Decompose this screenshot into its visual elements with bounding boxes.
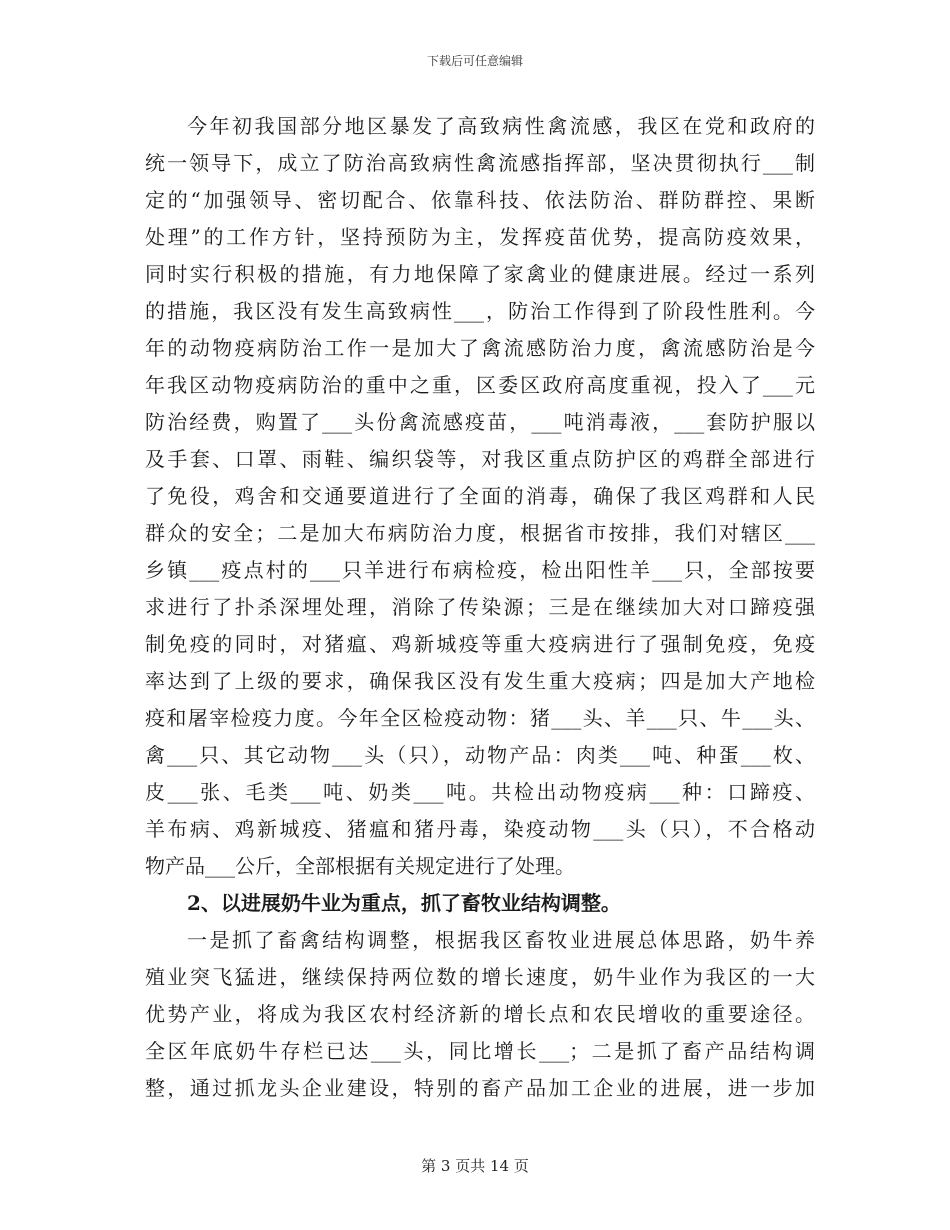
paragraph-line: 及手套、口罩、雨鞋、编织袋等，对我区重点防护区的鸡群全部进行 [145,447,815,471]
paragraph-line: 皮___张、毛类___吨、奶类___吨。共检出动物疫病___种：口蹄疫、 [145,780,815,804]
paragraph-line: 率达到了上级的要求，确保我区没有发生重大疫病；四是加大产地检 [145,669,815,693]
paragraph-line: 统一领导下，成立了防治高致病性禽流感指挥部，坚决贯彻执行___制 [145,151,815,175]
page-header: 下载后可任意编辑 [426,54,523,68]
paragraph-line: 定的“加强领导、密切配合、依靠科技、依法防治、群防群控、果断 [145,188,815,212]
paragraph-line: 物产品___公斤，全部根据有关规定进行了处理。 [145,854,575,878]
document-body [145,108,815,1107]
paragraph-line: 乡镇___疫点村的___只羊进行布病检疫，检出阳性羊___只，全部按要 [145,558,815,582]
paragraph-line: 一是抓了畜禽结构调整，根据我区畜牧业进展总体思路，奶牛养 [187,928,815,952]
paragraph-line: 防治经费，购置了___头份禽流感疫苗，___吨消毒液，___套防护服以 [145,410,815,434]
paragraph-line: 优势产业，将成为我区农村经济新的增长点和农民增收的重要途径。 [145,1002,815,1026]
paragraph-line: 疫和屠宰检疫力度。今年全区检疫动物：猪___头、羊___只、牛___头、 [145,706,815,730]
paragraph-line: 的措施，我区没有发生高致病性___，防治工作得到了阶段性胜利。今 [145,299,815,323]
paragraph-line: 年的动物疫病防治工作一是加大了禽流感防治力度，禽流感防治是今 [145,336,815,360]
paragraph-line: 了免役，鸡舍和交通要道进行了全面的消毒，确保了我区鸡群和人民 [145,484,815,508]
paragraph-line: 禽___只、其它动物___头（只），动物产品：肉类___吨、种蛋___枚、 [145,743,815,767]
paragraph-line: 今年初我国部分地区暴发了高致病性禽流感，我区在党和政府的 [187,114,815,138]
paragraph-line: 羊布病、鸡新城疫、猪瘟和猪丹毒，染疫动物___头（只），不合格动 [145,817,815,841]
section-heading: 2、以进展奶牛业为重点，抓了畜牧业结构调整。 [187,891,621,915]
paragraph-line: 同时实行积极的措施，有力地保障了家禽业的健康进展。经过一系列 [145,262,815,286]
paragraph-line: 制免疫的同时，对猪瘟、鸡新城疫等重大疫病进行了强制免疫，免疫 [145,632,815,656]
page-footer: 第 3 页共 14 页 [421,1157,529,1175]
paragraph-line: 整，通过抓龙头企业建设，特别的畜产品加工企业的进展，进一步加 [145,1076,815,1100]
paragraph-line: 处理”的工作方针，坚持预防为主，发挥疫苗优势，提高防疫效果， [145,225,815,249]
paragraph-line: 殖业突飞猛进，继续保持两位数的增长速度，奶牛业作为我区的一大 [145,965,815,989]
paragraph-line: 年我区动物疫病防治的重中之重，区委区政府高度重视，投入了___元 [145,373,815,397]
paragraph-line: 求进行了扑杀深埋处理，消除了传染源；三是在继续加大对口蹄疫强 [145,595,815,619]
paragraph-line: 群众的安全；二是加大布病防治力度，根据省市按排，我们对辖区___ [145,521,815,545]
paragraph-line: 全区年底奶牛存栏已达___头，同比增长___；二是抓了畜产品结构调 [145,1039,815,1063]
